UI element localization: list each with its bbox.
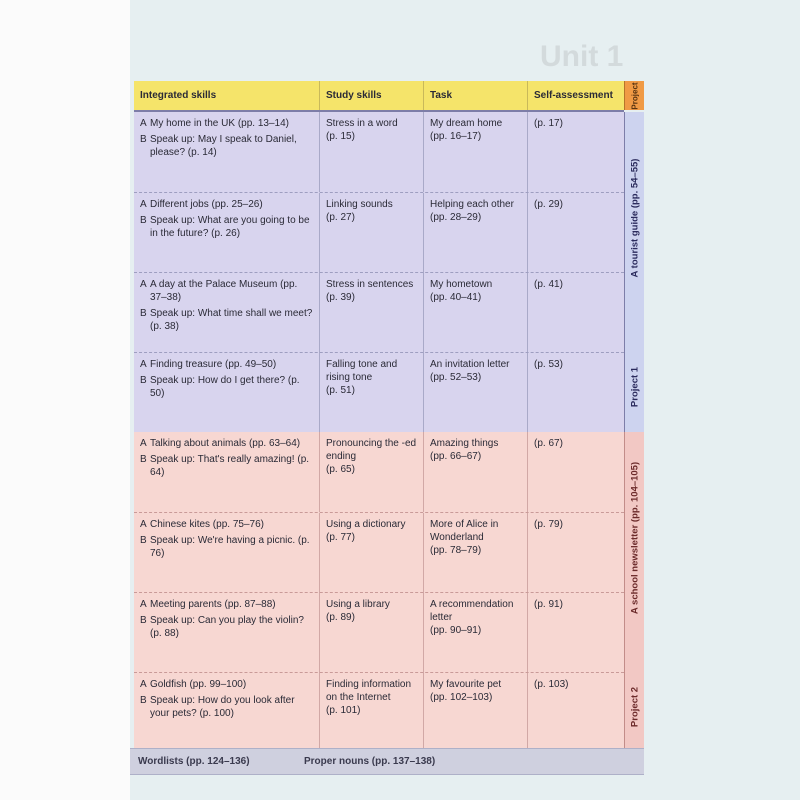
skill-item [140,534,314,560]
header-project-label: Project [630,81,639,110]
skill-letter: B [140,308,147,319]
table-row [134,512,624,593]
skill-item [140,307,314,333]
skill-item [140,198,314,211]
skill-text: Speak up: May I speak to Daniel, please? (p. 14) [150,134,297,158]
task-cell [424,673,528,753]
study-skills-cell-title: Finding information on the Internet [326,679,412,703]
self-assessment-cell [528,353,624,433]
skill-item [140,117,314,130]
skill-letter: A [140,359,147,370]
table-row [134,352,624,433]
study-skills-cell [320,593,424,673]
proper-nouns-link: Proper nouns (pp. 137–138) [304,756,436,767]
skill-letter: A [140,279,147,290]
integrated-skills-cell [134,432,320,512]
header-integrated-skills: Integrated skills [134,81,320,110]
table-row [134,672,624,753]
skill-item [140,614,314,640]
study-skills-cell [320,273,424,353]
self-assessment-cell-title: (p. 67) [534,438,563,449]
study-skills-cell-title: Stress in a word [326,118,398,129]
skill-text: Speak up: What are you going to be in the future? (p. 26) [150,215,310,239]
skill-text: Chinese kites (pp. 75–76) [150,519,264,530]
skill-letter: A [140,199,147,210]
task-cell-page: (pp. 16–17) [430,131,482,142]
skill-item [140,437,314,450]
project-number-label: Project 2 [629,687,640,728]
skill-item [140,453,314,479]
self-assessment-cell-title: (p. 29) [534,199,563,210]
task-cell [424,193,528,273]
skill-text: Speak up: We're having a picnic. (p. 76) [150,535,310,559]
task-cell-page: (pp. 28–29) [430,212,482,223]
skill-item [140,518,314,531]
table-header [134,81,624,112]
task-cell-page: (pp. 52–53) [430,372,482,383]
header-project [624,81,644,110]
task-cell [424,112,528,192]
self-assessment-cell-title: (p. 17) [534,118,563,129]
study-skills-cell-title: Pronouncing the -ed ending [326,438,417,462]
study-skills-cell-page: (p. 39) [326,292,355,303]
study-skills-cell-page: (p. 15) [326,131,355,142]
self-assessment-cell [528,513,624,593]
skill-text: Speak up: That's really amazing! (p. 64) [150,454,310,478]
header-self-assessment: Self-assessment [534,90,613,101]
task-cell-title: An invitation letter [430,359,510,370]
skill-text: A day at the Palace Museum (pp. 37–38) [150,279,298,303]
study-skills-cell-page: (p. 65) [326,464,355,475]
table-row [134,432,624,512]
task-cell [424,513,528,593]
skill-letter: B [140,535,147,546]
skill-letter: B [140,615,147,626]
task-cell [424,593,528,673]
skill-text: Finding treasure (pp. 49–50) [150,359,277,370]
integrated-skills-cell [134,673,320,753]
self-assessment-cell-title: (p. 79) [534,519,563,530]
self-assessment-cell-title: (p. 41) [534,279,563,290]
skill-text: Speak up: How do you look after your pets? (p. 100) [150,695,295,719]
skill-item [140,278,314,304]
task-cell-page: (pp. 102–103) [430,692,493,703]
skill-letter: B [140,375,147,386]
task-cell-page: (pp. 66–67) [430,451,482,462]
skill-letter: A [140,599,147,610]
study-skills-cell [320,112,424,192]
task-cell-title: Helping each other [430,199,514,210]
self-assessment-cell [528,593,624,673]
table-row [134,592,624,673]
task-cell-page: (pp. 90–91) [430,625,482,636]
task-cell-title: More of Alice in Wonderland [430,519,499,543]
project-title-label: A tourist guide (pp. 54–55) [629,158,640,278]
study-skills-cell-title: Falling tone and rising tone [326,359,398,383]
project-sidebar-1 [624,112,644,432]
integrated-skills-cell [134,353,320,433]
integrated-skills-cell [134,513,320,593]
task-cell-page: (pp. 40–41) [430,292,482,303]
skill-letter: A [140,118,147,129]
skill-text: Speak up: Can you play the violin? (p. 88) [150,615,304,639]
task-cell-page: (pp. 78–79) [430,545,482,556]
skill-item [140,598,314,611]
study-skills-cell [320,193,424,273]
task-cell [424,432,528,512]
skill-text: My home in the UK (pp. 13–14) [150,118,289,129]
skill-item [140,678,314,691]
study-skills-cell-title: Linking sounds [326,199,393,210]
skill-letter: A [140,519,147,530]
study-skills-cell-title: Using a dictionary [326,519,406,530]
header-study-skills: Study skills [320,81,424,110]
task-cell [424,273,528,353]
task-cell-title: Amazing things [430,438,499,449]
integrated-skills-cell [134,273,320,353]
ghost-heading: Unit 1 [540,40,624,73]
skill-text: Different jobs (pp. 25–26) [150,199,263,210]
footer-bar [130,748,644,775]
header-task: Task [424,81,528,110]
study-skills-cell-page: (p. 77) [326,532,355,543]
skill-letter: B [140,134,147,145]
skill-letter: A [140,438,147,449]
task-cell-title: A recommendation letter [430,599,514,623]
skill-letter: A [140,679,147,690]
self-assessment-cell-title: (p. 103) [534,679,569,690]
skill-letter: B [140,695,147,706]
self-assessment-cell [528,673,624,753]
study-skills-cell-page: (p. 51) [326,385,355,396]
study-skills-cell-page: (p. 101) [326,705,361,716]
study-skills-cell-page: (p. 89) [326,612,355,623]
study-skills-cell [320,432,424,512]
table-row [134,272,624,353]
self-assessment-cell-title: (p. 53) [534,359,563,370]
integrated-skills-cell [134,193,320,273]
skill-text: Goldfish (pp. 99–100) [150,679,247,690]
skill-item [140,358,314,371]
study-skills-cell-page: (p. 27) [326,212,355,223]
skill-text: Speak up: What time shall we meet? (p. 38) [150,308,313,332]
project-title-label: A school newsletter (pp. 104–105) [629,461,640,614]
skill-item [140,694,314,720]
skill-item [140,374,314,400]
self-assessment-cell [528,432,624,512]
study-skills-cell [320,513,424,593]
self-assessment-cell-title: (p. 91) [534,599,563,610]
integrated-skills-cell [134,593,320,673]
task-cell-title: My favourite pet [430,679,502,690]
wordlists-link: Wordlists (pp. 124–136) [138,756,250,767]
table-row [134,112,624,192]
contents-table [134,81,644,743]
skill-text: Speak up: How do I get there? (p. 50) [150,375,300,399]
unit-section-1 [134,112,624,432]
study-skills-cell [320,673,424,753]
self-assessment-cell [528,112,624,192]
study-skills-cell-title: Using a library [326,599,390,610]
skill-item [140,214,314,240]
skill-text: Meeting parents (pp. 87–88) [150,599,276,610]
project-sidebar-2 [624,432,644,752]
study-skills-cell [320,353,424,433]
skill-item [140,133,314,159]
task-cell [424,353,528,433]
project-number-label: Project 1 [629,367,640,408]
table-row [134,192,624,273]
unit-section-2 [134,432,624,752]
task-cell-title: My hometown [430,279,493,290]
study-skills-cell-title: Stress in sentences [326,279,414,290]
integrated-skills-cell [134,112,320,192]
task-cell-title: My dream home [430,118,503,129]
skill-letter: B [140,454,147,465]
skill-text: Talking about animals (pp. 63–64) [150,438,301,449]
skill-letter: B [140,215,147,226]
self-assessment-cell [528,193,624,273]
self-assessment-cell [528,273,624,353]
